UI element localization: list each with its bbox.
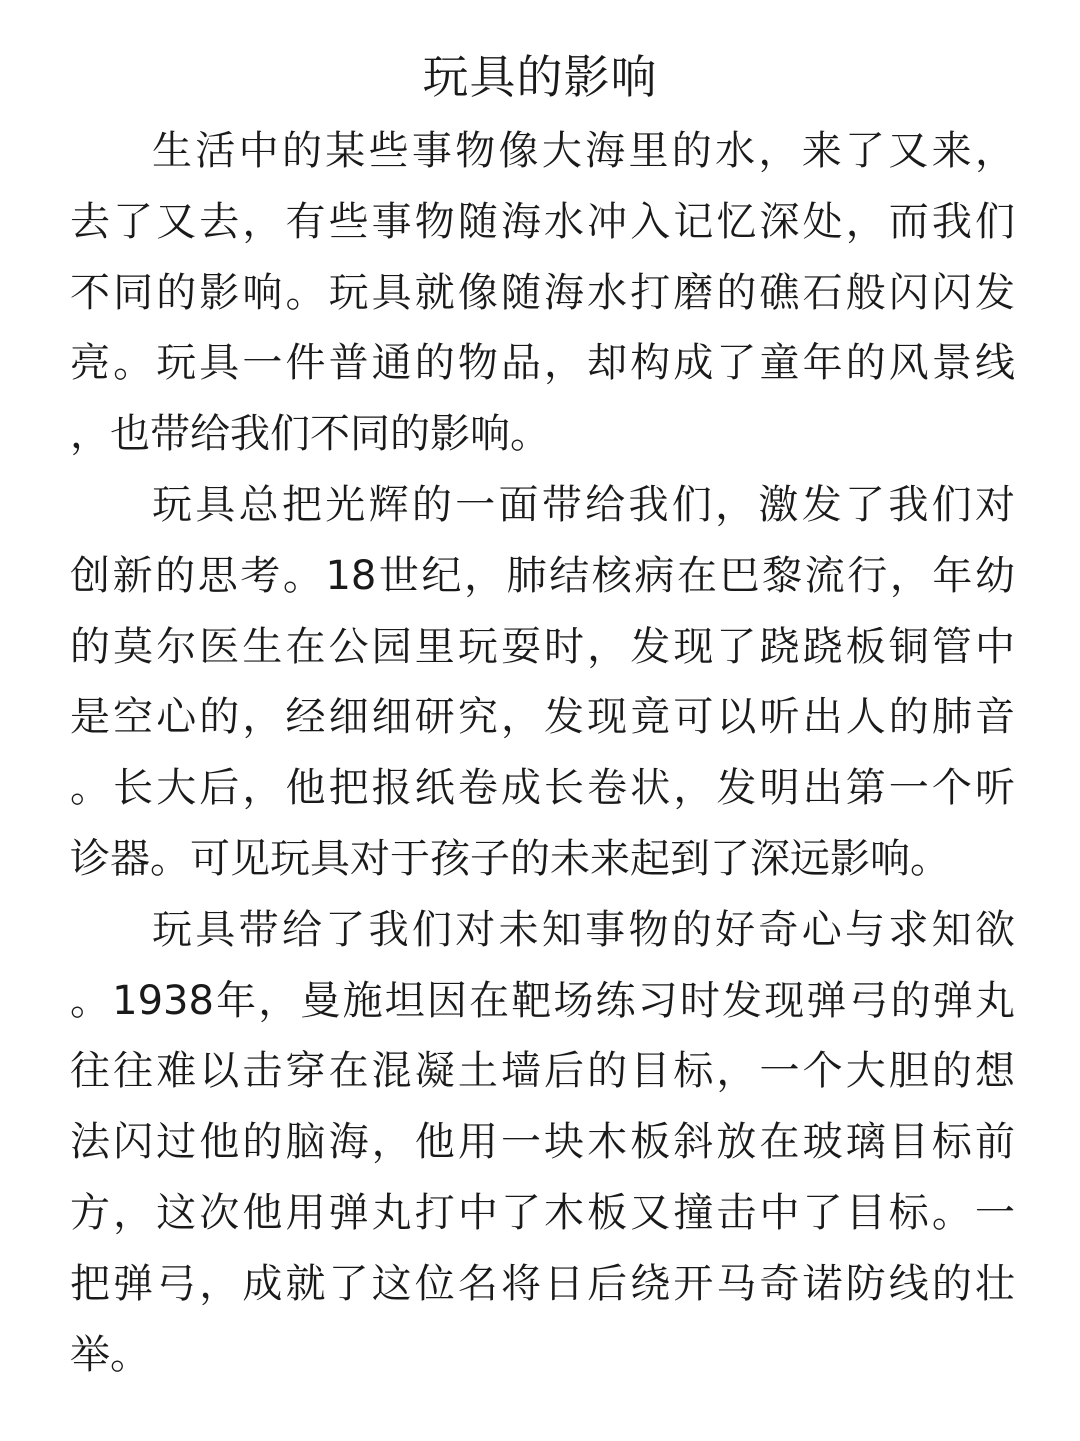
text-line: 玩具总把光辉的一面带给我们，激发了我们对: [152, 481, 1015, 528]
page-title: 玩具的影响: [422, 50, 658, 104]
text-line: 。1938年，曼施坦因在靶场练习时发现弹弓的弹丸: [70, 977, 1015, 1024]
text-line: 是空心的，经细细研究，发现竟可以听出人的肺音: [70, 694, 1015, 741]
text-line: 去了又去，有些事物随海水冲入记忆深处，而我们: [70, 198, 1015, 245]
text-line: 方，这次他用弹丸打中了木板又撞击中了目标。一: [70, 1189, 1015, 1236]
text-line: 创新的思考。18世纪，肺结核病在巴黎流行，年幼: [70, 552, 1015, 599]
article-body: [70, 116, 1015, 1390]
text-line: 生活中的某些事物像大海里的水，来了又来，: [152, 128, 1015, 174]
text-line: ，也带给我们不同的影响。: [70, 411, 550, 458]
text-line: 玩具带给了我们对未知事物的好奇心与求知欲: [152, 906, 1015, 953]
text-line: 不同的影响。玩具就像随海水打磨的礁石般闪闪发: [70, 269, 1015, 316]
text-line: 法闪过他的脑海，他用一块木板斜放在玻璃目标前: [70, 1119, 1015, 1166]
text-line: 诊器。可见玩具对于孩子的未来起到了深远影响。: [70, 835, 950, 882]
text-line: 举。: [70, 1331, 150, 1378]
text-line: 亮。玩具一件普通的物品，却构成了童年的风景线: [70, 340, 1015, 387]
text-line: 的莫尔医生在公园里玩耍时，发现了跷跷板铜管中: [70, 623, 1015, 670]
text-line: 把弹弓，成就了这位名将日后绕开马奇诺防线的壮: [70, 1260, 1015, 1307]
text-line: 。长大后，他把报纸卷成长卷状，发明出第一个听: [70, 765, 1015, 812]
text-line: 往往难以击穿在混凝土墙后的目标，一个大胆的想: [70, 1048, 1015, 1095]
